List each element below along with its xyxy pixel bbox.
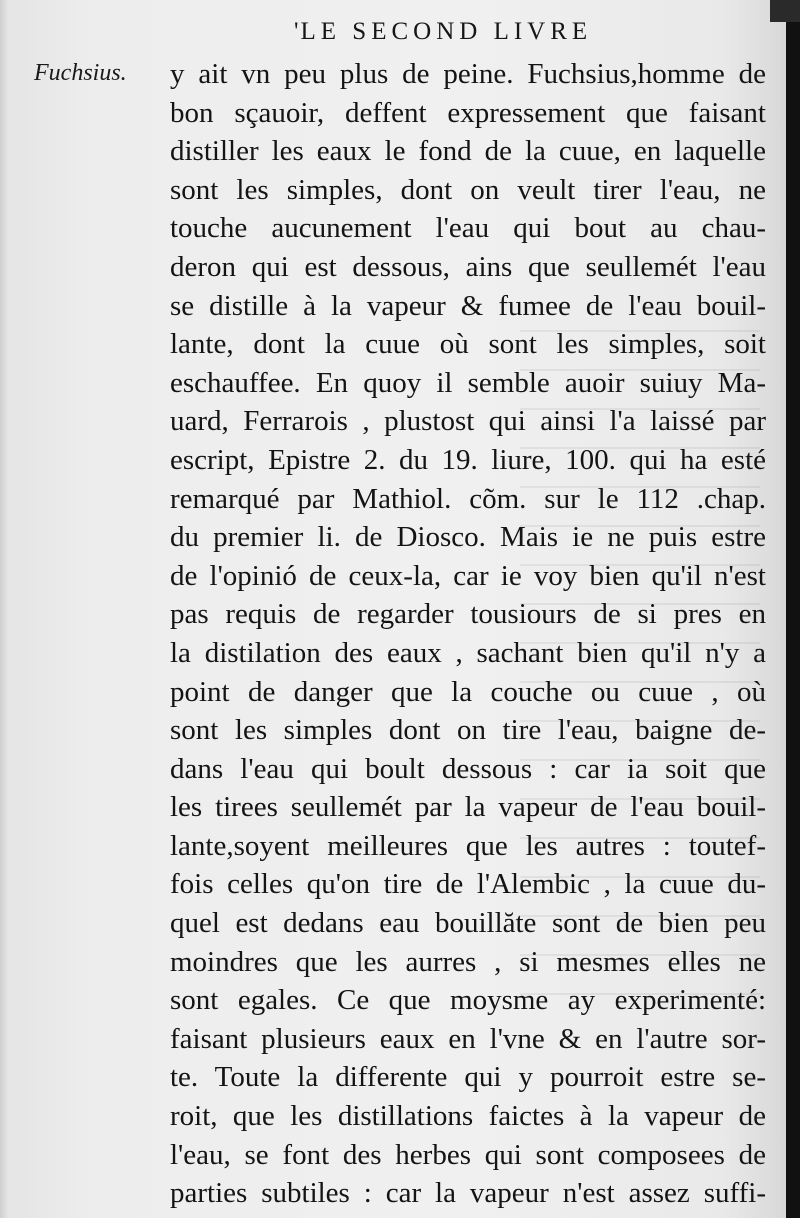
text-line: quel est dedans eau bouillăte sont de bien peu <box>170 907 766 940</box>
text-line: se distille à la vapeur & fumee de l'eau bouil- <box>170 289 766 322</box>
text-line: fois celles qu'on tire de l'Alembic , la cuue du- <box>170 868 766 901</box>
text-line: les tirees seullemét par la vapeur de l'eau bouil- <box>170 791 766 824</box>
text-line: lante,soyent meilleures que les autres : toutef- <box>170 829 766 862</box>
text-line: pas requis de regarder tousiours de si pres en <box>170 598 766 631</box>
running-head <box>294 18 592 46</box>
text-line: de l'opinió de ceux-la, car ie voy bien qu'il n'est <box>170 559 766 592</box>
text-line: eschauffee. En quoy il semble auoir suiuy Ma- <box>170 366 766 399</box>
text-line: sont les simples dont on tire l'eau, baigne de- <box>170 714 766 747</box>
text-line: bon sçauoir, deffent expressement que faisant <box>170 96 766 129</box>
page-gutter-shadow <box>0 0 8 1218</box>
text-line: te. Toute la differente qui y pourroit estre se- <box>170 1061 766 1094</box>
text-line: distiller les eaux le fond de la cuue, en laquelle <box>170 135 766 168</box>
text-line: sont les simples, dont on veult tirer l'eau, ne <box>170 173 766 206</box>
text-body <box>170 55 766 1213</box>
text-line: roit, que les distillations faictes à la vapeur de <box>170 1100 766 1133</box>
text-line: y ait vn peu plus de peine. Fuchsius,homme de <box>170 58 766 90</box>
running-head-text: LE SECOND LIVRE <box>300 18 593 45</box>
text-line: remarqué par Mathiol. cõm. sur le 112 .chap. <box>170 482 766 515</box>
text-line: escript, Epistre 2. du 19. liure, 100. qui ha esté <box>170 443 766 476</box>
text-line: dans l'eau qui boult dessous : car ia soit que <box>170 752 766 785</box>
book-edge <box>786 0 800 1218</box>
text-line: touche aucunement l'eau qui bout au chau- <box>170 212 766 245</box>
scan-corner-shadow <box>770 0 800 22</box>
text-line: lante, dont la cuue où sont les simples, soit <box>170 328 766 361</box>
text-line: l'eau, se font des herbes qui sont composees de <box>170 1138 766 1171</box>
text-line: la distilation des eaux , sachant bien qu'il n'y a <box>170 636 766 669</box>
running-head-mark: ' <box>294 18 299 45</box>
text-line: moindres que les aurres , si mesmes elles ne <box>170 945 766 978</box>
text-line: point de danger que la couche ou cuue , où <box>170 675 766 708</box>
text-line: uard, Ferrarois , plustost qui ainsi l'a laissé par <box>170 405 766 438</box>
text-line: faisant plusieurs eaux en l'vne & en l'autre sor- <box>170 1022 766 1055</box>
text-line: sont egales. Ce que moysme ay experimenté: <box>170 984 766 1017</box>
text-line: du premier li. de Diosco. Mais ie ne puis estre <box>170 521 766 554</box>
text-line: deron qui est dessous, ains que seullemét l'eau <box>170 250 766 283</box>
text-line: parties subtiles : car la vapeur n'est assez suffi- <box>170 1177 766 1210</box>
margin-note: Fuchsius. <box>34 60 127 86</box>
